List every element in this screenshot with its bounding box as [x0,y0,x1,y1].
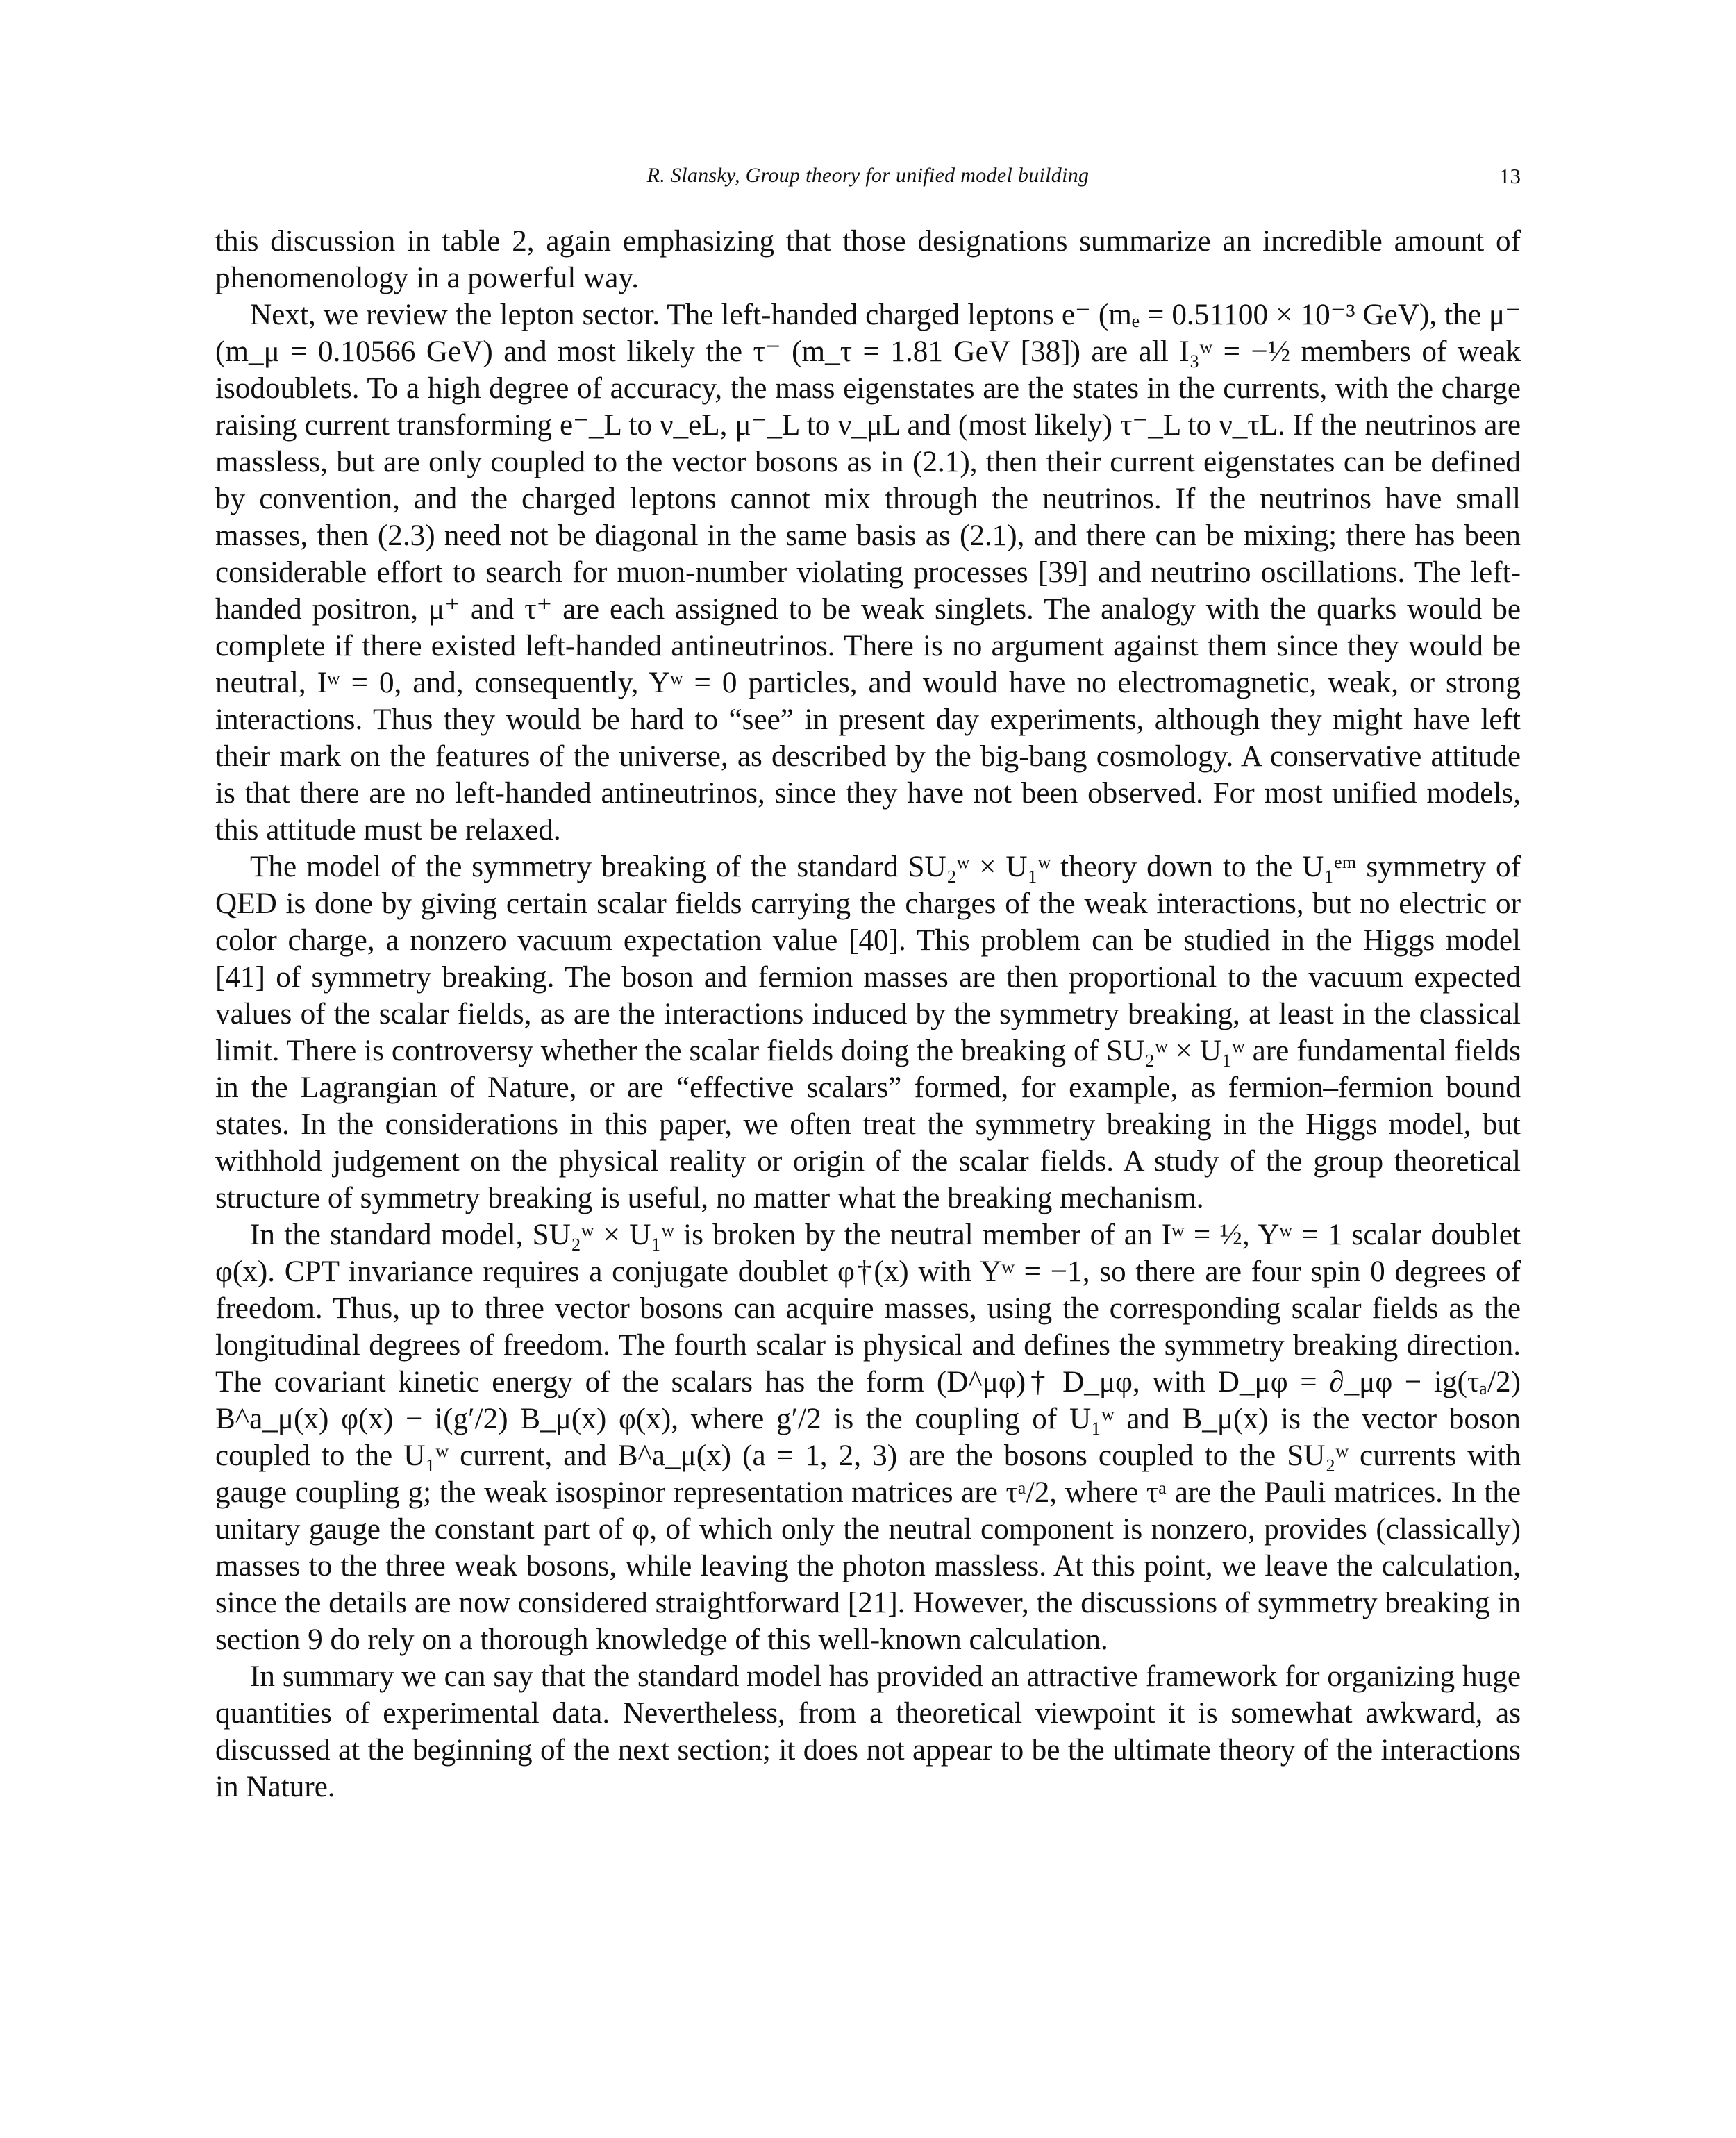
paragraph-lepton-sector: Next, we review the lepton sector. The left-handed charged leptons e⁻ (mₑ = 0.51100 × 10⁻³ GeV), the μ⁻ (m_μ = 0.10566 GeV) and most likely the τ⁻ (m_τ = 1.81 GeV [38]) are all I₃ʷ = −½ members of weak isodoublets. To a high degree of accuracy, the mass eigenstates are the states in the currents, with the charge raising current transforming e⁻_L to ν_eL, μ⁻_L to ν_μL and (most likely) τ⁻_L to ν_τL. If the neutrinos are massless, but are only coupled to the vector bosons as in (2.1), then their current eigenstates can be defined by convention, and the charged leptons cannot mix through the neutrinos. If the neutrinos have small masses, then (2.3) need not be diagonal in the same basis as (2.1), and there can be mixing; there has been considerable effort to search for muon-number violating processes [39] and neutrino oscillations. The left-handed positron, μ⁺ and τ⁺ are each assigned to be weak singlets. The analogy with the quarks would be complete if there existed left-handed antineutrinos. There is no argument against them since they would be neutral, Iʷ = 0, and, consequently, Yʷ = 0 particles, and would have no electromagnetic, weak, or strong interactions. Thus they would be hard to “see” in present day experiments, although they might have left their mark on the features of the universe, as described by the big-bang cosmology. A conservative attitude is that there are no left-handed antineutrinos, since they have not been observed. For most unified models, this attitude must be relaxed. [215,299,1521,846]
page-header [215,164,1521,192]
paragraph-symmetry-breaking: The model of the symmetry breaking of the standard SU₂ʷ × U₁ʷ theory down to the U₁ᵉᵐ symmetry of QED is done by giving certain scalar fields carrying the charges of the weak interactions, but no electric or color charge, a nonzero vacuum expectation value [40]. This problem can be studied in the Higgs model [41] of symmetry breaking. The boson and fermion masses are then proportional to the vacuum expected values of the scalar fields, as are the interactions induced by the symmetry breaking, at least in the classical limit. There is controversy whether the scalar fields doing the breaking of SU₂ʷ × U₁ʷ are fundamental fields in the Lagrangian of Nature, or are “effective scalars” formed, for example, as fermion–fermion bound states. In the considerations in this paper, we often treat the symmetry breaking in the Higgs model, but withhold judgement on the physical reality or origin of the scalar fields. A study of the group theoretical structure of symmetry breaking is useful, no matter what the breaking mechanism. [215,851,1521,1214]
paragraph-summary: In summary we can say that the standard model has provided an attractive framework for organizing huge quantities of experimental data. Nevertheless, from a theoretical viewpoint it is somewhat awkward, as discussed at the beginning of the next section; it does not appear to be the ultimate theory of the interactions in Nature. [215,1660,1521,1803]
running-head: R. Slansky, Group theory for unified model building [646,164,1090,187]
paragraph-standard-model-breaking: In the standard model, SU₂ʷ × U₁ʷ is broken by the neutral member of an Iʷ = ½, Yʷ = 1 scalar doublet φ(x). CPT invariance requires a conjugate doublet φ†(x) with Yʷ = −1, so there are four spin 0 degrees of freedom. Thus, up to three vector bosons can acquire masses, using the corresponding scalar fields as the longitudinal degrees of freedom. The fourth scalar is physical and defines the symmetry breaking direction. The covariant kinetic energy of the scalars has the form (D^μφ)† D_μφ, with D_μφ = ∂_μφ − ig(τₐ/2) B^a_μ(x) φ(x) − i(g′/2) B_μ(x) φ(x), where g′/2 is the coupling of U₁ʷ and B_μ(x) is the vector boson coupled to the U₁ʷ current, and B^a_μ(x) (a = 1, 2, 3) are the bosons coupled to the SU₂ʷ currents with gauge coupling g; the weak isospinor representation matrices are τᵃ/2, where τᵃ are the Pauli matrices. In the unitary gauge the constant part of φ, of which only the neutral component is nonzero, provides (classically) masses to the three weak bosons, while leaving the photon massless. At this point, we leave the calculation, since the details are now considered straightforward [21]. However, the discussions of symmetry breaking in section 9 do rely on a thorough knowledge of this well-known calculation. [215,1219,1521,1656]
paragraph-continuation: this discussion in table 2, again emphasizing that those designations summarize an incredible amount of phenomenology in a powerful way. [215,225,1521,294]
body-text [215,223,1521,1805]
page-number: 13 [1499,164,1521,188]
